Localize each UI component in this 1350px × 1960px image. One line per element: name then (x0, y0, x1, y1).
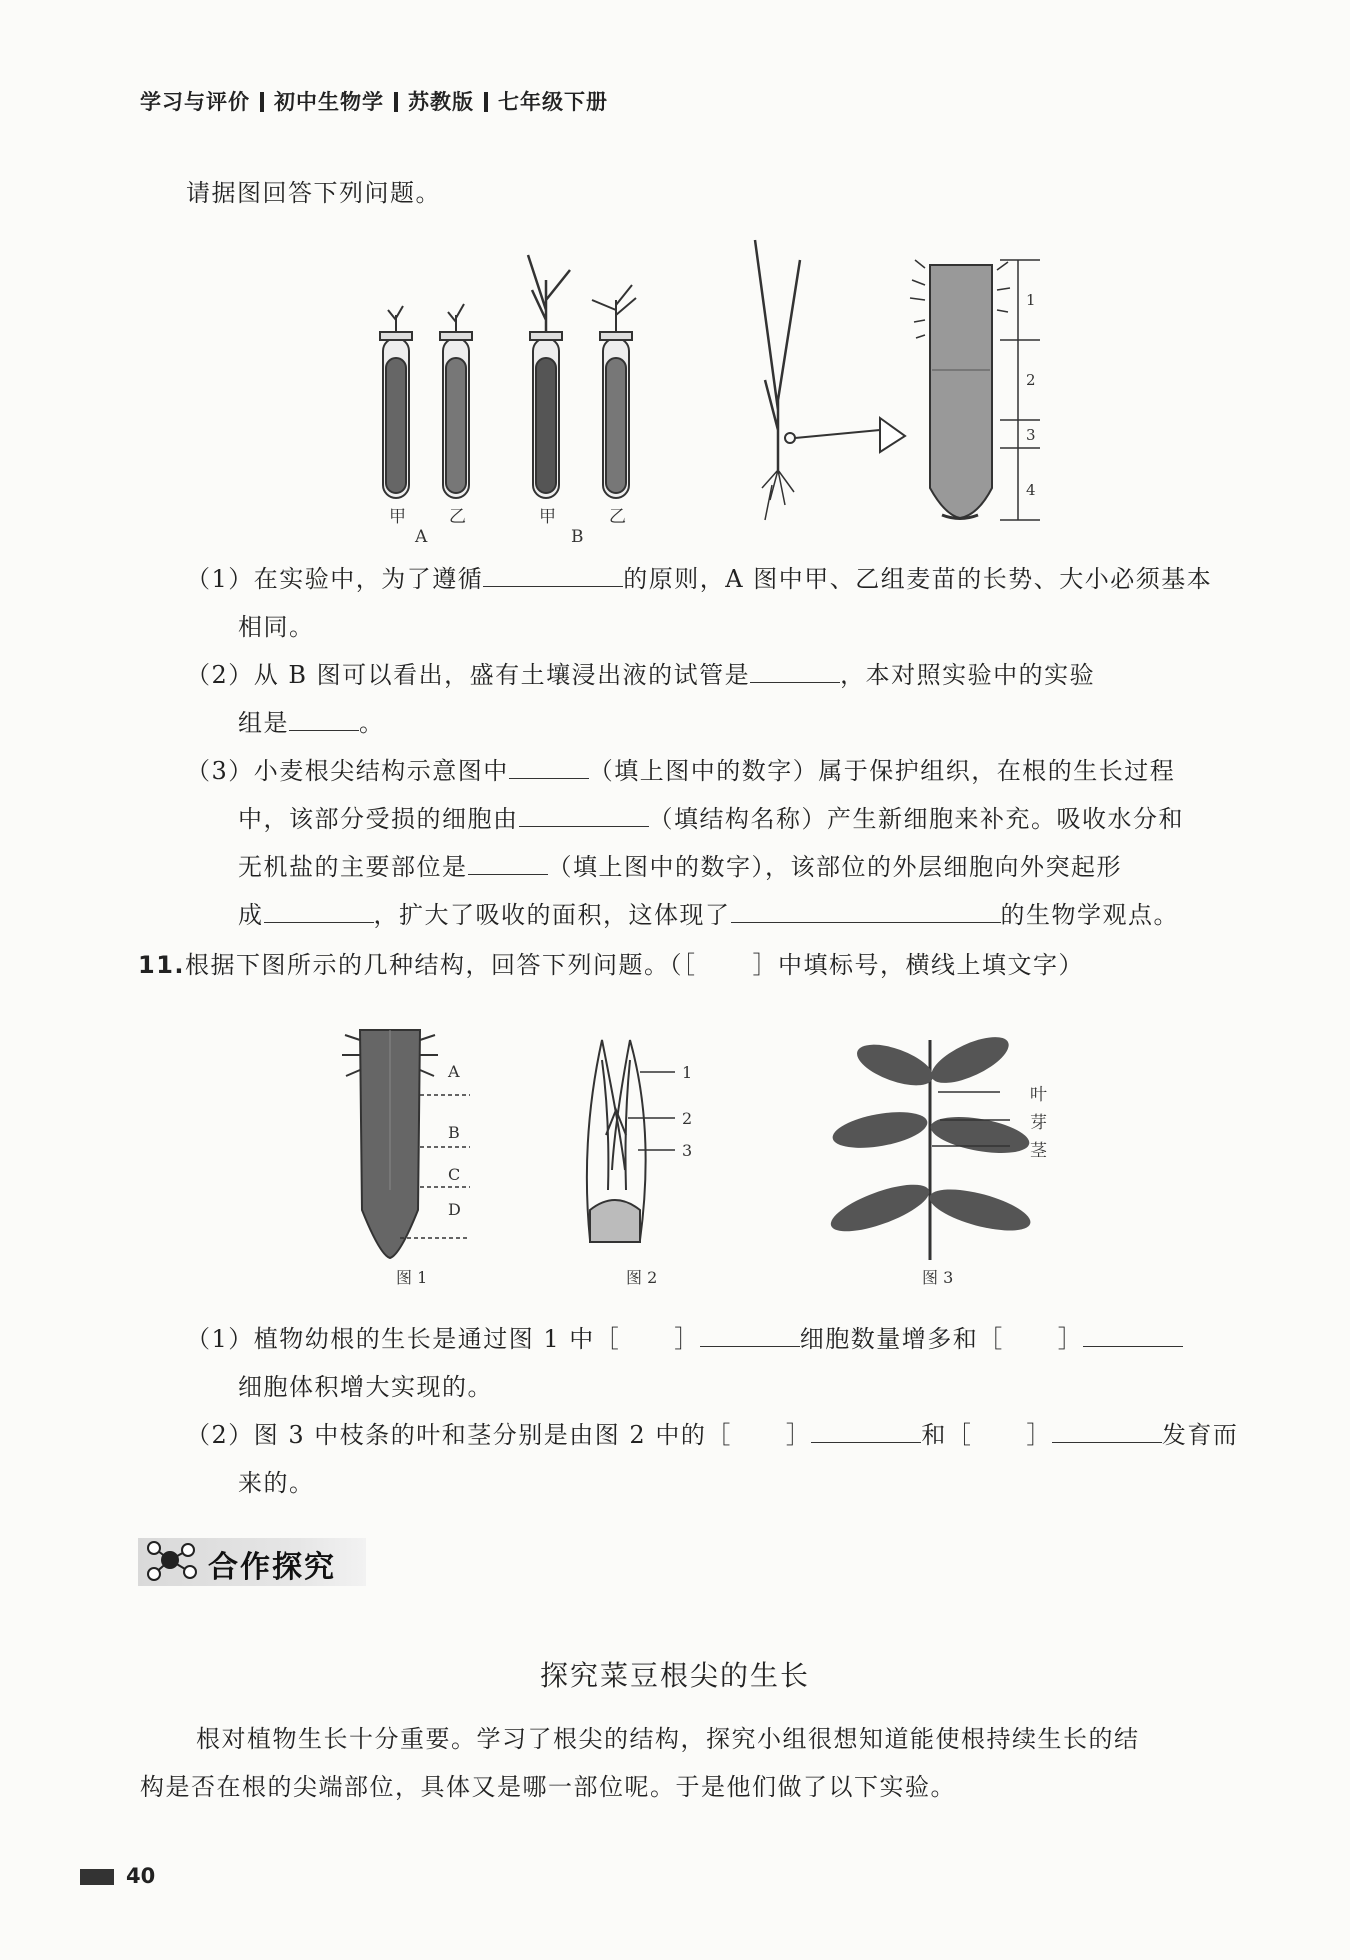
header-divider (260, 92, 264, 112)
inquiry-paragraph-line2: 构是否在根的尖端部位，具体又是哪一部位呢。于是他们做了以下实验。 (140, 1773, 956, 1801)
page-header (140, 86, 608, 116)
root-zone-number: 3 (1026, 426, 1036, 444)
tube-label: 甲 (539, 507, 556, 527)
fig3-part-label: 叶 (1030, 1085, 1047, 1105)
figure-wheat-experiment (360, 230, 1080, 547)
q11-stem: 11.根据下图所示的几种结构，回答下列问题。（［ ］中填标号，横线上填文字） (138, 951, 1085, 979)
fig2-part-label: 2 (682, 1109, 693, 1128)
figure-caption: 图 1 (396, 1268, 428, 1287)
answer-blank[interactable] (519, 804, 649, 827)
branch-figure (826, 1028, 1035, 1260)
tube-label: 乙 (449, 507, 466, 527)
test-tube-icon (440, 304, 472, 498)
q11-part1-line1: （1）植物幼根的生长是通过图 1 中［ ］ 细胞数量增多和［ ］ (186, 1324, 1183, 1354)
root-zone-number: 2 (1026, 371, 1036, 389)
answer-blank[interactable] (731, 900, 1001, 923)
group-label: A (415, 527, 428, 547)
bud-figure (587, 1040, 675, 1242)
page-number-bar (80, 1869, 114, 1885)
figure-caption: 图 3 (922, 1268, 954, 1287)
root-tip-diagram (910, 260, 1040, 520)
fig1-zone-label: D (448, 1200, 461, 1219)
fig1-zone-label: C (448, 1165, 461, 1184)
header-book-series: 学习与评价 (140, 90, 250, 114)
fig2-part-label: 3 (682, 1141, 693, 1160)
q10-part3-line3: 无机盐的主要部位是 （填上图中的数字），该部位的外层细胞向外突起形 (238, 853, 1122, 881)
inquiry-paragraph-line1: 根对植物生长十分重要。学习了根尖的结构，探究小组很想知道能使根持续生长的结 (196, 1725, 1140, 1753)
q10-part3-line1: （3）小麦根尖结构示意图中 （填上图中的数字）属于保护组织，在根的生长过程 (186, 757, 1176, 785)
answer-blank[interactable] (1083, 1324, 1183, 1347)
q10-part1-line2: 相同。 (238, 613, 315, 641)
figure-caption: 图 2 (626, 1268, 658, 1287)
tube-label: 甲 (389, 507, 406, 527)
molecule-icon (140, 1536, 202, 1588)
header-divider (484, 92, 488, 112)
q10-part3-line4: 成 ，扩大了吸收的面积，这体现了 的生物学观点。 (238, 901, 1179, 929)
fig3-part-label: 茎 (1030, 1141, 1047, 1161)
q11-part1-line2: 细胞体积增大实现的。 (238, 1373, 493, 1401)
wheat-seedling-icon (755, 240, 905, 520)
header-divider (394, 92, 398, 112)
header-edition: 苏教版 (408, 90, 474, 114)
answer-blank[interactable] (264, 900, 374, 923)
answer-blank[interactable] (811, 1420, 921, 1443)
section-title: 合作探究 (208, 1550, 336, 1585)
figure-root-bud-branch (340, 1010, 1100, 1290)
answer-blank[interactable] (700, 1324, 800, 1347)
q10-part2-line1: （2）从 B 图可以看出，盛有土壤浸出液的试管是 ，本对照实验中的实验 (186, 661, 1096, 689)
test-tube-icon (380, 306, 412, 498)
page-number: 40 (126, 1864, 156, 1888)
fig1-zone-label: B (448, 1123, 460, 1142)
inquiry-title: 探究菜豆根尖的生长 (539, 1659, 810, 1692)
tube-label: 乙 (609, 507, 626, 527)
answer-blank[interactable] (468, 852, 548, 875)
group-label: B (571, 527, 584, 547)
fig3-part-label: 芽 (1030, 1113, 1047, 1133)
answer-blank[interactable] (289, 708, 359, 731)
header-subject: 初中生物学 (274, 90, 384, 114)
answer-blank[interactable] (750, 660, 840, 683)
root-zone-number: 4 (1026, 481, 1036, 499)
header-grade: 七年级下册 (498, 90, 608, 114)
root-zone-number: 1 (1026, 291, 1036, 309)
fig1-zone-label: A (448, 1062, 460, 1081)
q11-part2-line2: 来的。 (238, 1469, 315, 1497)
answer-blank[interactable] (509, 756, 589, 779)
answer-blank[interactable] (1052, 1420, 1162, 1443)
answer-blank[interactable] (483, 564, 623, 587)
test-tube-icon (592, 285, 636, 498)
fig2-part-label: 1 (682, 1063, 693, 1082)
q10-part2-line2: 组是 。 (238, 709, 385, 737)
question-number: 11. (138, 951, 186, 979)
q11-part2-line1: （2）图 3 中枝条的叶和茎分别是由图 2 中的［ ］ 和［ ］ 发育而 (186, 1421, 1239, 1449)
intro-text: 请据图回答下列问题。 (186, 179, 441, 207)
q10-part1-line1: （1）在实验中，为了遵循 的原则，A 图中甲、乙组麦苗的长势、大小必须基本 (186, 565, 1213, 593)
q10-part3-line2: 中，该部分受损的细胞由 （填结构名称）产生新细胞来补充。吸收水分和 (238, 805, 1184, 833)
test-tube-icon (528, 255, 570, 498)
